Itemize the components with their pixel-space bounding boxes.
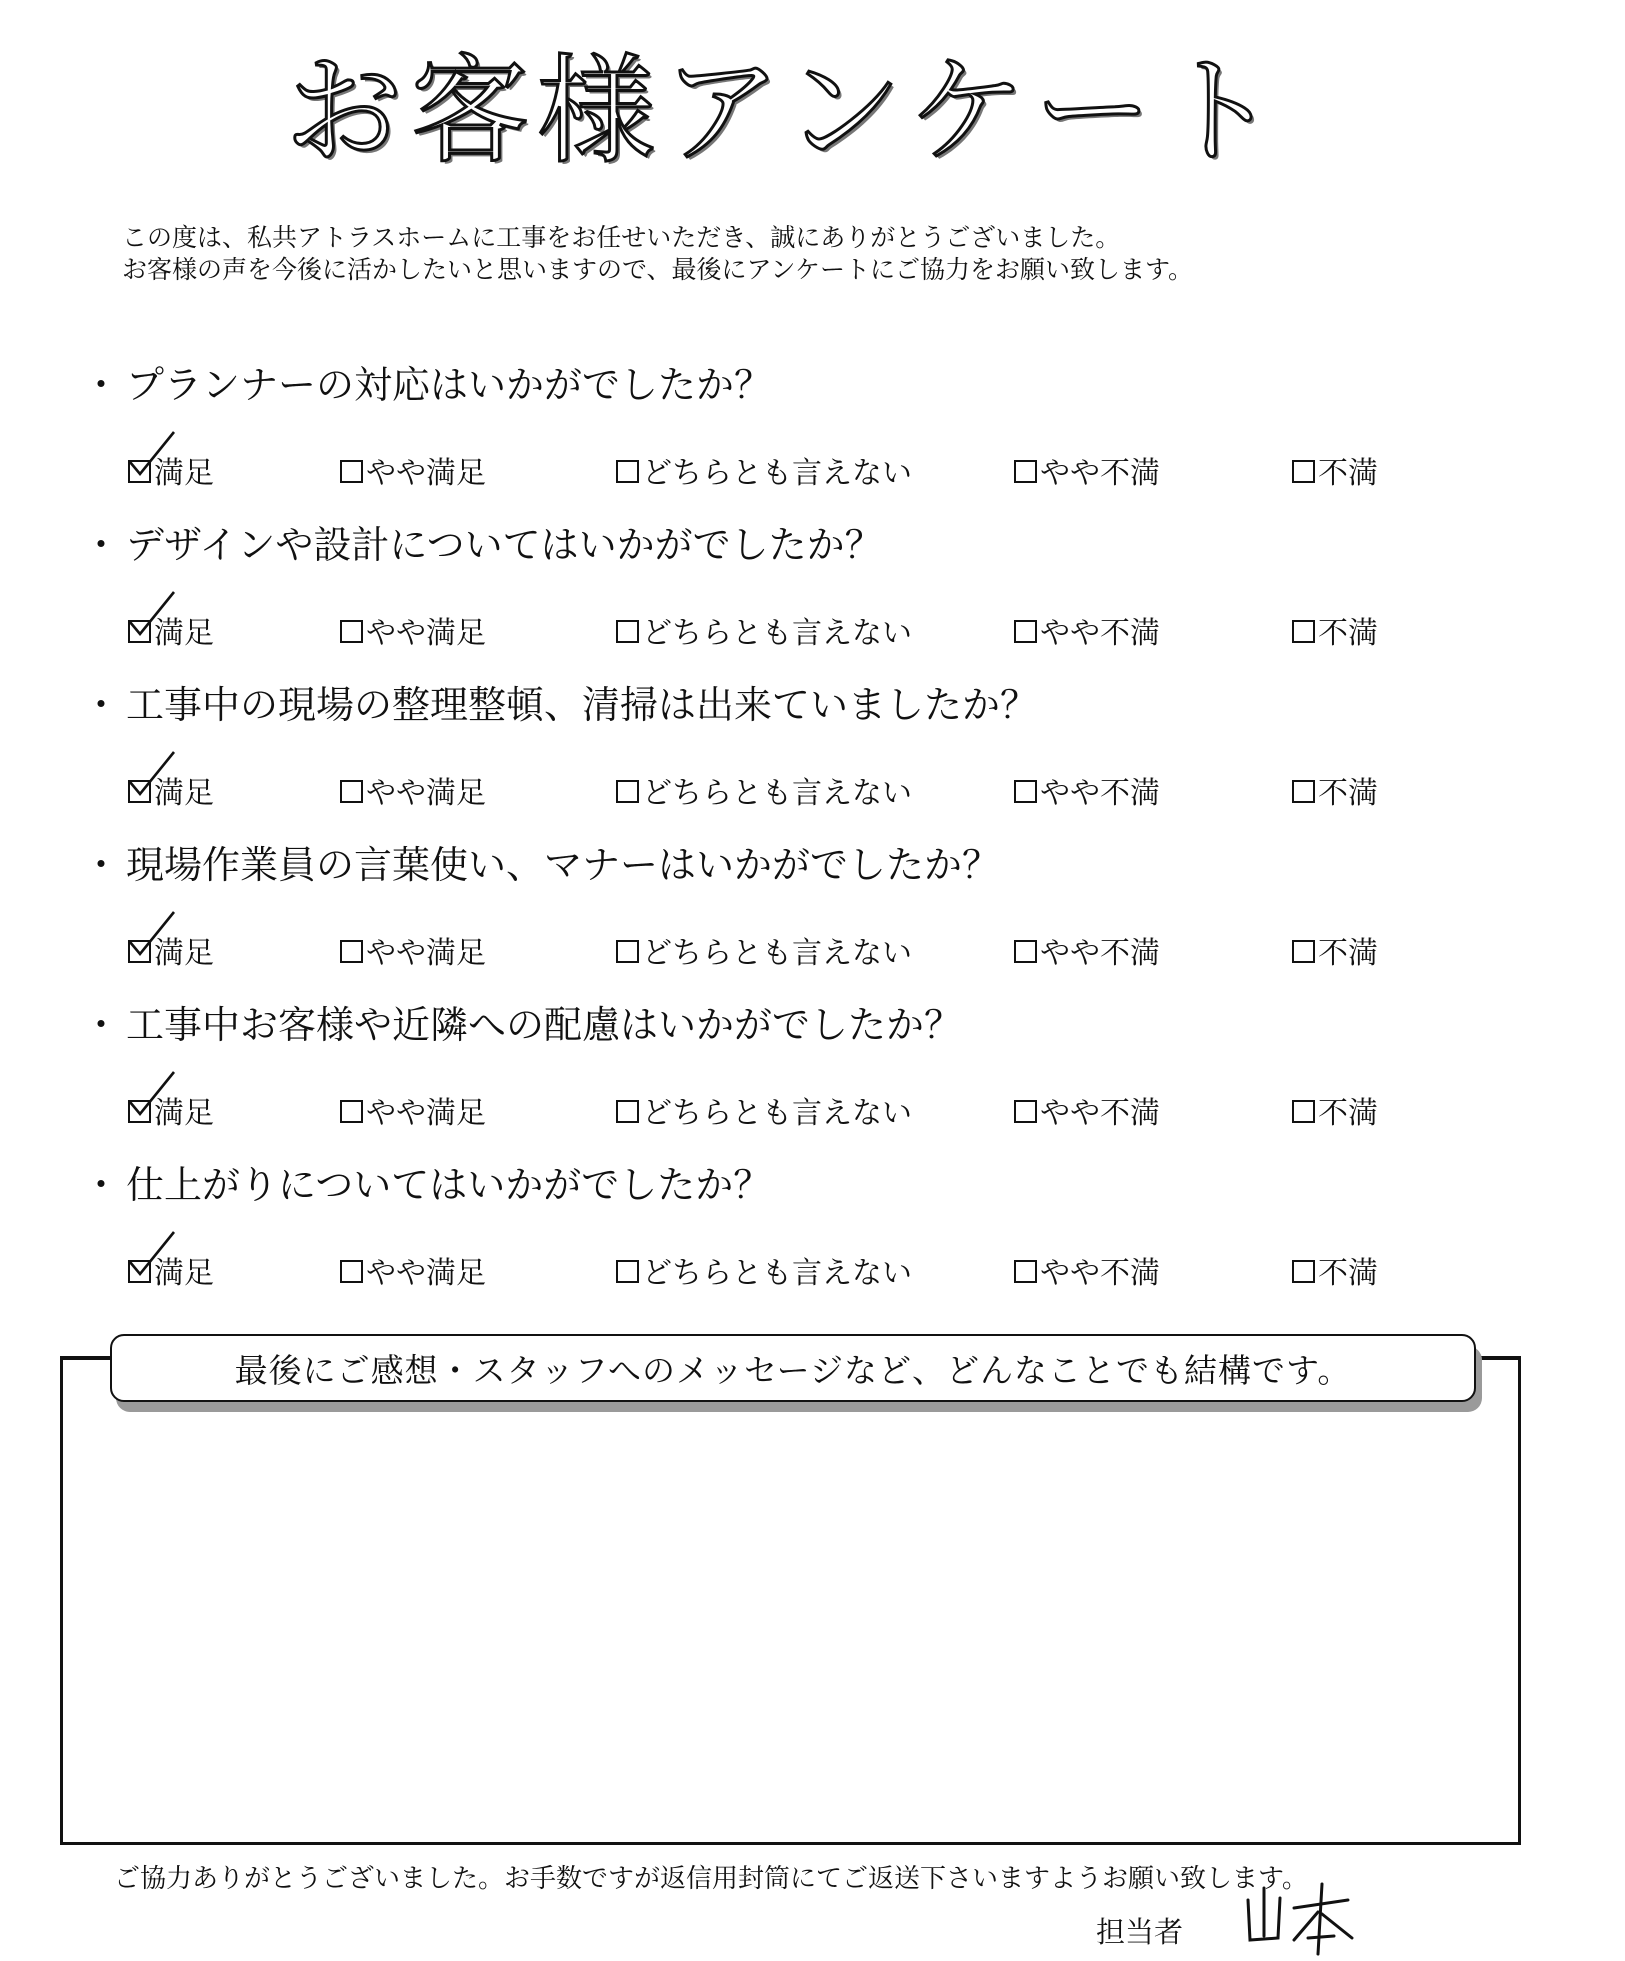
q1-option-satisfied[interactable]: [128, 448, 214, 492]
checkbox[interactable]: [1014, 620, 1037, 643]
question-1-text: プランナーの対応はいかがでしたか？: [126, 363, 773, 407]
q1-option-dissatisfied[interactable]: [1292, 448, 1378, 492]
checkbox[interactable]: [616, 1100, 639, 1123]
q2-option-somewhat-dissatisfied[interactable]: [1014, 608, 1160, 652]
q3-option-dissatisfied[interactable]: [1292, 768, 1378, 812]
check-mark-icon: [124, 908, 180, 964]
comment-frame-top-right: [1480, 1356, 1518, 1360]
checkbox[interactable]: [340, 1260, 363, 1283]
q2-option-satisfied[interactable]: [128, 608, 214, 652]
q3-option-satisfied[interactable]: [128, 768, 214, 812]
checkbox[interactable]: [1014, 460, 1037, 483]
question-1: [82, 354, 772, 409]
checkbox[interactable]: [1292, 940, 1315, 963]
checkbox[interactable]: [128, 620, 151, 643]
option-label: やや不満: [1040, 776, 1160, 811]
checkbox[interactable]: [128, 1260, 151, 1283]
intro-line-1: この度は、私共アトラスホームに工事をお任せいただき、誠にありがとうございました。: [122, 223, 1121, 252]
option-label: やや不満: [1040, 1096, 1160, 1131]
option-label: やや不満: [1040, 936, 1160, 971]
question-4: [82, 834, 1000, 889]
checkbox[interactable]: [128, 1100, 151, 1123]
question-2: [82, 514, 883, 569]
option-label: どちらとも言えない: [642, 776, 912, 811]
question-5-text: 工事中お客様や近隣への配慮はいかがでしたか？: [126, 1003, 963, 1047]
check-mark-icon: [124, 748, 180, 804]
question-3-text: 工事中の現場の整理整頓、清掃は出来ていましたか？: [126, 683, 1039, 727]
intro-text: [122, 222, 1193, 286]
question-6: [82, 1154, 771, 1209]
checkbox[interactable]: [128, 780, 151, 803]
option-label: どちらとも言えない: [642, 456, 912, 491]
comment-area[interactable]: [60, 1356, 1521, 1845]
staff-signature: [1230, 1878, 1360, 1958]
option-label: やや満足: [366, 456, 486, 491]
q4-option-somewhat-satisfied[interactable]: [340, 928, 486, 972]
closing-text: ご協力ありがとうございました。お手数ですが返信用封筒にてご返送下さいますようお願い致します。: [114, 1864, 1308, 1894]
question-6-text: 仕上がりについてはいかがでしたか？: [126, 1163, 772, 1207]
question-2-options: [0, 608, 1625, 651]
bullet: ・: [82, 523, 121, 567]
checkbox[interactable]: [616, 1260, 639, 1283]
option-label: やや満足: [366, 1096, 486, 1131]
q3-option-somewhat-satisfied[interactable]: [340, 768, 486, 812]
q5-option-somewhat-satisfied[interactable]: [340, 1088, 486, 1132]
checkbox[interactable]: [128, 460, 151, 483]
checkbox[interactable]: [616, 940, 639, 963]
option-label: 満足: [154, 616, 214, 651]
q6-option-dissatisfied[interactable]: [1292, 1248, 1378, 1292]
option-label: 不満: [1318, 1256, 1378, 1291]
q3-option-somewhat-dissatisfied[interactable]: [1014, 768, 1160, 812]
intro-line-2: お客様の声を今後に活かしたいと思いますので、最後にアンケートにご協力をお願い致します。: [122, 255, 1194, 284]
option-label: 不満: [1318, 1096, 1378, 1131]
q2-option-somewhat-satisfied[interactable]: [340, 608, 486, 652]
question-1-options: [0, 448, 1625, 491]
option-label: どちらとも言えない: [642, 936, 912, 971]
checkbox[interactable]: [1292, 1100, 1315, 1123]
q5-option-somewhat-dissatisfied[interactable]: [1014, 1088, 1160, 1132]
option-label: 満足: [154, 936, 214, 971]
check-mark-icon: [124, 428, 180, 484]
question-3: [82, 674, 1038, 729]
bullet: ・: [82, 363, 121, 407]
question-5: [82, 994, 962, 1049]
q6-option-somewhat-satisfied[interactable]: [340, 1248, 486, 1292]
q3-option-neutral[interactable]: [616, 768, 912, 812]
checkbox[interactable]: [1014, 1100, 1037, 1123]
option-label: 満足: [154, 776, 214, 811]
checkbox[interactable]: [1292, 1260, 1315, 1283]
option-label: やや不満: [1040, 616, 1160, 651]
option-label: やや満足: [366, 776, 486, 811]
check-mark-icon: [124, 588, 180, 644]
q1-option-somewhat-satisfied[interactable]: [340, 448, 486, 492]
checkbox[interactable]: [340, 780, 363, 803]
bullet: ・: [82, 1003, 121, 1047]
q1-option-neutral[interactable]: [616, 448, 912, 492]
bullet: ・: [82, 843, 121, 887]
option-label: 不満: [1318, 776, 1378, 811]
checkbox[interactable]: [1014, 780, 1037, 803]
question-5-options: [0, 1088, 1625, 1131]
q6-option-neutral[interactable]: [616, 1248, 912, 1292]
question-6-options: [0, 1248, 1625, 1291]
survey-title: お客様アンケート: [285, 42, 1286, 180]
checkbox[interactable]: [340, 940, 363, 963]
q5-option-neutral[interactable]: [616, 1088, 912, 1132]
q4-option-neutral[interactable]: [616, 928, 912, 972]
checkbox[interactable]: [340, 620, 363, 643]
option-label: 満足: [154, 1256, 214, 1291]
option-label: 満足: [154, 1096, 214, 1131]
checkbox[interactable]: [1292, 620, 1315, 643]
q5-option-dissatisfied[interactable]: [1292, 1088, 1378, 1132]
option-label: やや満足: [366, 936, 486, 971]
option-label: どちらとも言えない: [642, 1256, 912, 1291]
comment-heading-text: 最後にご感想・スタッフへのメッセージなど、どんなことでも結構です。: [234, 1350, 1352, 1390]
option-label: どちらとも言えない: [642, 616, 912, 651]
bullet: ・: [82, 683, 121, 727]
q2-option-dissatisfied[interactable]: [1292, 608, 1378, 652]
checkbox[interactable]: [128, 940, 151, 963]
q4-option-dissatisfied[interactable]: [1292, 928, 1378, 972]
staff-label: 担当者: [1096, 1915, 1184, 1949]
checkbox[interactable]: [616, 620, 639, 643]
bullet: ・: [82, 1163, 121, 1207]
checkbox[interactable]: [616, 460, 639, 483]
checkbox[interactable]: [1014, 1260, 1037, 1283]
checkbox[interactable]: [616, 780, 639, 803]
q4-option-somewhat-dissatisfied[interactable]: [1014, 928, 1160, 972]
option-label: やや満足: [366, 616, 486, 651]
q6-option-somewhat-dissatisfied[interactable]: [1014, 1248, 1160, 1292]
option-label: やや不満: [1040, 1256, 1160, 1291]
question-2-text: デザインや設計についてはいかがでしたか？: [126, 523, 883, 567]
option-label: 不満: [1318, 936, 1378, 971]
checkbox[interactable]: [1292, 780, 1315, 803]
checkbox[interactable]: [1014, 940, 1037, 963]
option-label: どちらとも言えない: [642, 1096, 912, 1131]
q1-option-somewhat-dissatisfied[interactable]: [1014, 448, 1160, 492]
question-4-options: [0, 928, 1625, 971]
q2-option-neutral[interactable]: [616, 608, 912, 652]
q6-option-satisfied[interactable]: [128, 1248, 214, 1292]
question-4-text: 現場作業員の言葉使い、マナーはいかがでしたか？: [126, 843, 1001, 887]
comment-heading: [110, 1334, 1476, 1402]
check-mark-icon: [124, 1228, 180, 1284]
question-3-options: [0, 768, 1625, 811]
option-label: やや不満: [1040, 456, 1160, 491]
check-mark-icon: [124, 1068, 180, 1124]
option-label: やや満足: [366, 1256, 486, 1291]
checkbox[interactable]: [340, 1100, 363, 1123]
checkbox[interactable]: [340, 460, 363, 483]
checkbox[interactable]: [1292, 460, 1315, 483]
option-label: 満足: [154, 456, 214, 491]
q5-option-satisfied[interactable]: [128, 1088, 214, 1132]
q4-option-satisfied[interactable]: [128, 928, 214, 972]
option-label: 不満: [1318, 456, 1378, 491]
comment-frame-top-left: [60, 1356, 114, 1360]
option-label: 不満: [1318, 616, 1378, 651]
